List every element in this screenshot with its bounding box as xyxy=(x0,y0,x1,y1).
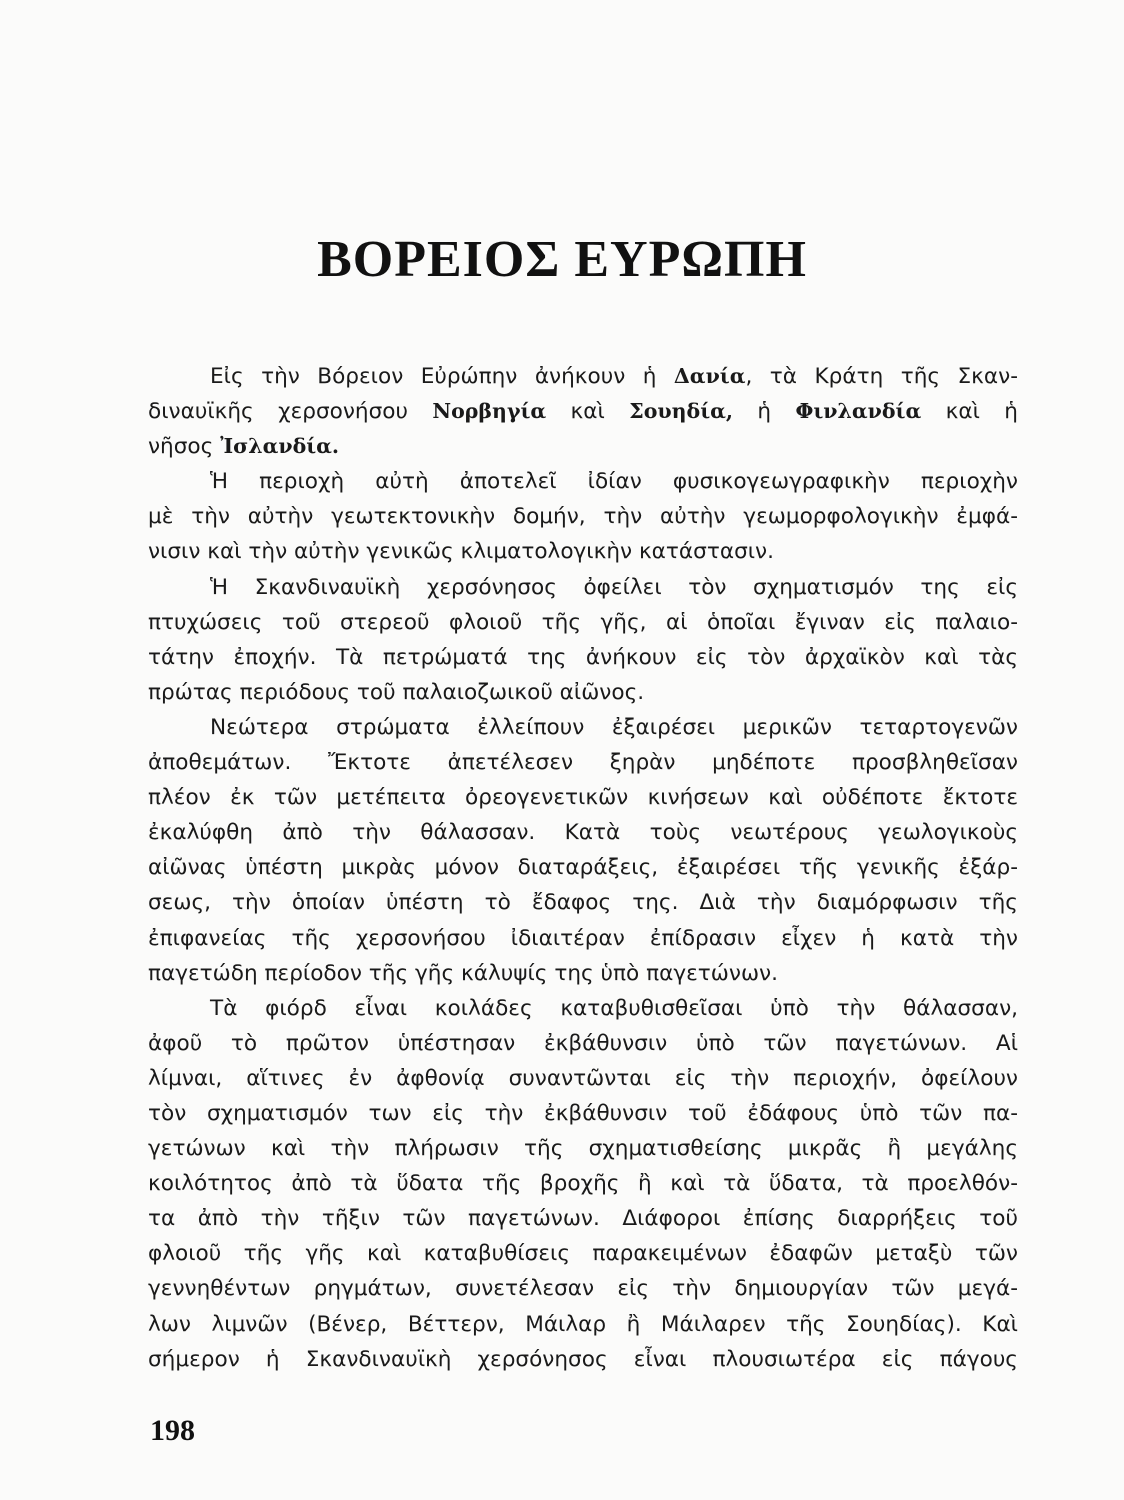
paragraph-2-line: νισιν καὶ τὴν αὐτὴν γενικῶς κλιματολογικὴν κατάστασιν. xyxy=(148,539,774,565)
paragraph-5-line: φλοιοῦ τῆς γῆς καὶ καταβυθίσεις παρακειμένων ἐδαφῶν μεταξὺ τῶν xyxy=(148,1241,1018,1267)
paragraph-1-line-1: Εἰς τὴν Βόρειον Εὐρώπην ἀνήκουν ἡ Δανία, τὰ Κράτη τῆς Σκαν- xyxy=(210,364,1018,389)
paragraph-5-line: λίμναι, αἵτινες ἐν ἀφθονίᾳ συναντῶνται εἰς τὴν περιοχήν, ὀφείλουν xyxy=(148,1065,1018,1091)
paragraph-5-line: κοιλότητος ἀπὸ τὰ ὕδατα τῆς βροχῆς ἢ καὶ τὰ ὕδατα, τὰ προελθόν- xyxy=(148,1171,1018,1197)
paragraph-5-line: τα ἀπὸ τὴν τῆξιν τῶν παγετώνων. Διάφοροι ἐπίσης διαρρήξεις τοῦ xyxy=(148,1206,1018,1232)
paragraph-2-line: Ἡ περιοχὴ αὐτὴ ἀποτελεῖ ἰδίαν φυσικογεωγραφικὴν περιοχὴν xyxy=(210,469,1018,495)
paragraph-1-line-2: διναυϊκῆς χερσονήσου Νορβηγία καὶ Σουηδία, ἡ Φινλανδία καὶ ἡ xyxy=(148,399,1018,425)
paragraph-3-line: πρώτας περιόδους τοῦ παλαιοζωικοῦ αἰῶνος. xyxy=(148,679,645,705)
paragraph-4-line: Νεώτερα στρώματα ἐλλείπουν ἐξαιρέσει μερικῶν τεταρτογενῶν xyxy=(210,714,1018,740)
body-text xyxy=(148,359,1018,1377)
paragraph-4-line: παγετώδη περίοδον τῆς γῆς κάλυψίς της ὑπὸ παγετώνων. xyxy=(148,960,778,986)
paragraph-2-line: μὲ τὴν αὐτὴν γεωτεκτονικὴν δομήν, τὴν αὐτὴν γεωμορφολογικὴν ἐμφά- xyxy=(148,504,1018,530)
paragraph-3-line: τάτην ἐποχήν. Τὰ πετρώματά της ἀνήκουν εἰς τὸν ἀρχαϊκὸν καὶ τὰς xyxy=(148,644,1018,670)
paragraph-5-line: σήμερον ἡ Σκανδιναυϊκὴ χερσόνησος εἶναι πλουσιωτέρα εἰς πάγους xyxy=(148,1346,1018,1372)
paragraph-4-line: ἀποθεμάτων. Ἔκτοτε ἀπετέλεσεν ξηρὰν μηδέποτε προσβληθεῖσαν xyxy=(148,750,1018,776)
paragraph-5-line: τὸν σχηματισμόν των εἰς τὴν ἐκβάθυνσιν τοῦ ἐδάφους ὑπὸ τῶν πα- xyxy=(148,1100,1018,1126)
paragraph-4-line: ἐπιφανείας τῆς χερσονήσου ἰδιαιτέραν ἐπίδρασιν εἶχεν ἡ κατὰ τὴν xyxy=(148,925,1018,951)
paragraph-5-line: γετώνων καὶ τὴν πλήρωσιν τῆς σχηματισθείσης μικρᾶς ἢ μεγάλης xyxy=(148,1136,1018,1162)
paragraph-5-line: ἀφοῦ τὸ πρῶτον ὑπέστησαν ἐκβάθυνσιν ὑπὸ τῶν παγετώνων. Αἱ xyxy=(148,1030,1018,1056)
paragraph-1-line-3: νῆσος Ἰσλανδία. xyxy=(148,434,340,460)
paragraph-5-line: γεννηθέντων ρηγμάτων, συνετέλεσαν εἰς τὴν δημιουργίαν τῶν μεγά- xyxy=(148,1276,1018,1302)
page-number: 198 xyxy=(150,1414,195,1447)
paragraph-5-line: Τὰ φιόρδ εἶναι κοιλάδες καταβυθισθεῖσαι ὑπὸ τὴν θάλασσαν, xyxy=(210,995,1018,1021)
paragraph-4-line: ἐκαλύφθη ἀπὸ τὴν θάλασσαν. Κατὰ τοὺς νεωτέρους γεωλογικοὺς xyxy=(148,820,1018,846)
paragraph-4-line: αἰῶνας ὑπέστη μικρὰς μόνον διαταράξεις, ἐξαιρέσει τῆς γενικῆς ἐξάρ- xyxy=(148,855,1018,881)
paragraph-3-line: πτυχώσεις τοῦ στερεοῦ φλοιοῦ τῆς γῆς, αἱ ὁποῖαι ἔγιναν εἰς παλαιο- xyxy=(148,609,1018,635)
paragraph-4-line: πλέον ἐκ τῶν μετέπειτα ὀρεογενετικῶν κινήσεων καὶ οὐδέποτε ἔκτοτε xyxy=(148,785,1018,811)
paragraph-4-line: σεως, τὴν ὁποίαν ὑπέστη τὸ ἔδαφος της. Διὰ τὴν διαμόρφωσιν τῆς xyxy=(148,890,1018,916)
paragraph-3-line: Ἡ Σκανδιναυϊκὴ χερσόνησος ὀφείλει τὸν σχηματισμόν της εἰς xyxy=(210,574,1018,600)
page-title: ΒΟΡΕΙΟΣ ΕΥΡΩΠΗ xyxy=(317,231,807,288)
paragraph-5-line: λων λιμνῶν (Βένερ, Βέττερν, Μάιλαρ ἢ Μάιλαρεν τῆς Σουηδίας). Καὶ xyxy=(148,1311,1018,1337)
